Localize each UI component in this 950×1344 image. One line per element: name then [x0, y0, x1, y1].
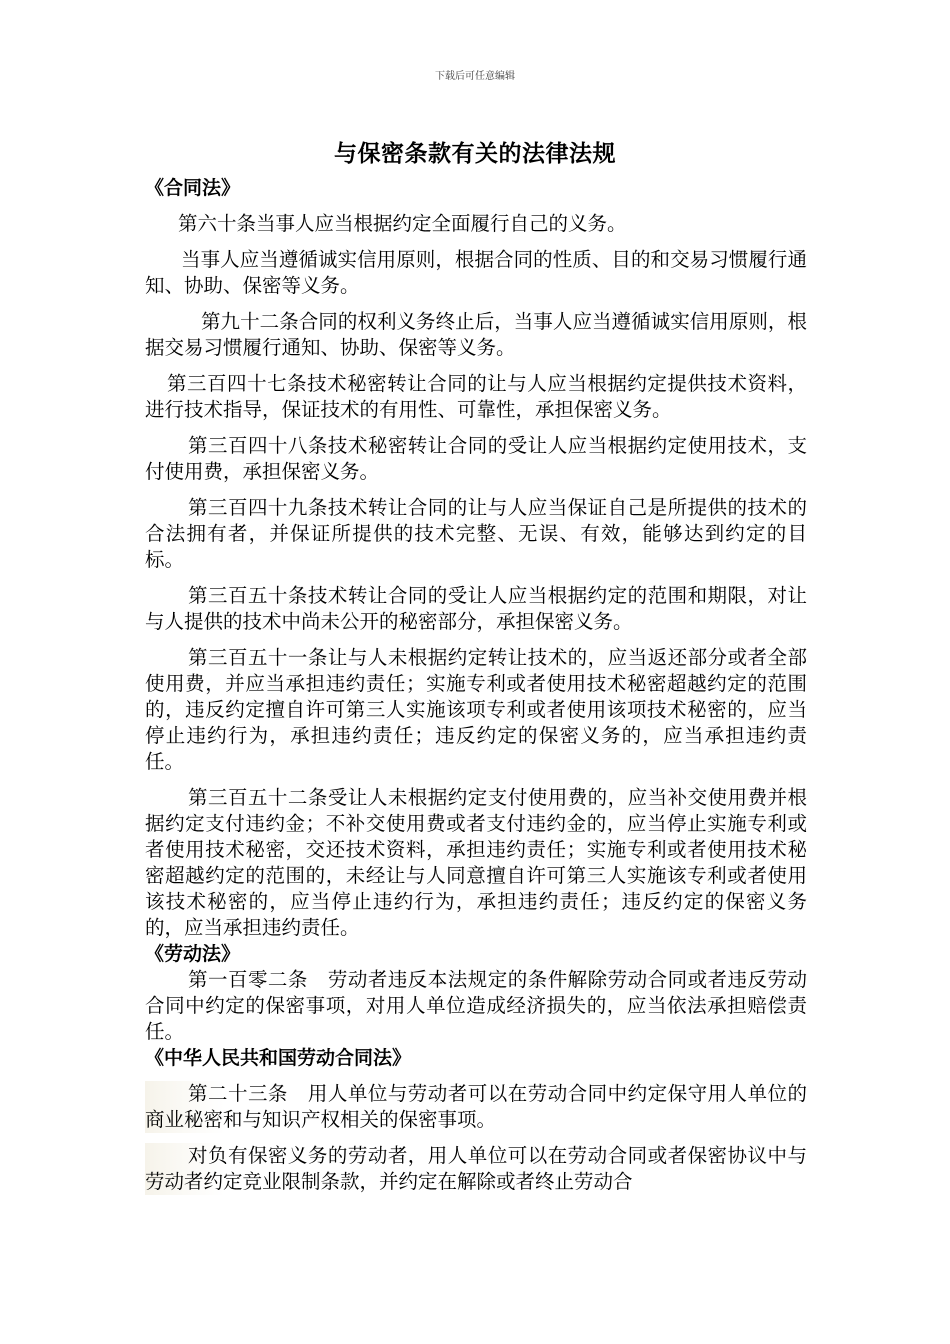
- document-title: 与保密条款有关的法律法规: [334, 141, 616, 167]
- law-heading-labor: 《劳动法》: [145, 943, 241, 965]
- header-note: 下载后可任意编辑: [435, 71, 515, 82]
- article-348: 第三百四十八条技术秘密转让合同的受让人应当根据约定使用技术，支付使用费，承担保密义务。: [145, 434, 807, 483]
- article-60-clause: 当事人应当遵循诚实信用原则，根据合同的性质、目的和交易习惯履行通知、协助、保密等义务。: [145, 248, 807, 297]
- article-350: 第三百五十条技术转让合同的受让人应当根据约定的范围和期限，对让与人提供的技术中尚未公开的秘密部分，承担保密义务。: [145, 584, 807, 633]
- law-heading-labor-contract: 《中华人民共和国劳动合同法》: [145, 1047, 412, 1069]
- article-23-clause: 对负有保密义务的劳动者，用人单位可以在劳动合同或者保密协议中与劳动者约定竞业限制条款，并约定在解除或者终止劳动合: [145, 1144, 807, 1193]
- article-351: 第三百五十一条让与人未根据约定转让技术的，应当返还部分或者全部使用费，并应当承担违约责任；实施专利或者使用技术秘密超越约定的范围的，违反约定擅自许可第三人实施该项专利或者使用该项技术秘密的，应当停止违约行为，承担违约责任；违反约定的保密义务的，应当承担违约责任。: [145, 646, 807, 773]
- article-349: 第三百四十九条技术转让合同的让与人应当保证自己是所提供的技术的合法拥有者，并保证所提供的技术完整、无误、有效，能够达到约定的目标。: [145, 496, 807, 571]
- article-92: 第九十二条合同的权利义务终止后，当事人应当遵循诚实信用原则，根据交易习惯履行通知、协助、保密等义务。: [145, 310, 807, 359]
- article-60: 第六十条当事人应当根据约定全面履行自己的义务。: [178, 212, 627, 235]
- law-heading-contract: 《合同法》: [145, 177, 241, 199]
- document-body: [145, 175, 807, 1195]
- article-352: 第三百五十二条受让人未根据约定支付使用费的，应当补交使用费并根据约定支付违约金；不补交使用费或者支付违约金的，应当停止实施专利或者使用技术秘密，交还技术资料，承担违约责任；实施专利或者使用技术秘密超越约定的范围的，未经让与人同意擅自许可第三人实施该专利或者使用该技术秘密的，应当停止违约行为，承担违约责任；违反约定的保密义务的，应当承担违约责任。: [145, 786, 807, 939]
- article-347: 第三百四十七条技术秘密转让合同的让与人应当根据约定提供技术资料，进行技术指导，保证技术的有用性、可靠性，承担保密义务。: [145, 372, 807, 421]
- article-23: 第二十三条 用人单位与劳动者可以在劳动合同中约定保守用人单位的商业秘密和与知识产权相关的保密事项。: [145, 1082, 807, 1131]
- article-102: 第一百零二条 劳动者违反本法规定的条件解除劳动合同或者违反劳动合同中约定的保密事项，对用人单位造成经济损失的，应当依法承担赔偿责任。: [145, 968, 807, 1043]
